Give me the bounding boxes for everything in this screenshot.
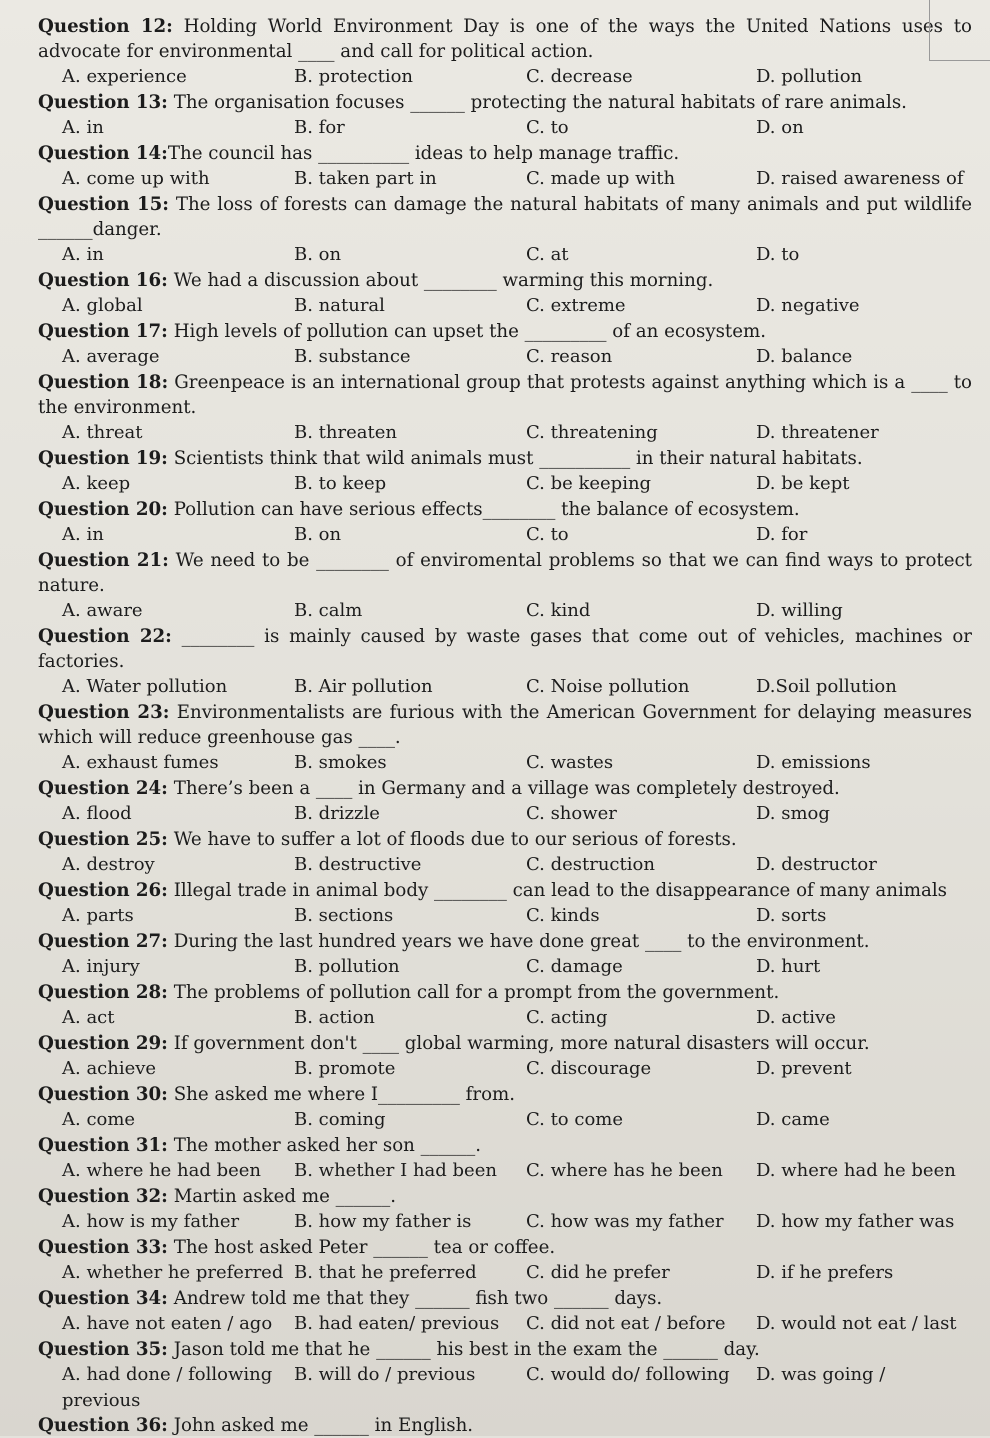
question-text: The host asked Peter ______ tea or coffee.: [167, 1237, 556, 1258]
answer-option-d: D. emissions: [756, 752, 871, 773]
question-block: [38, 370, 972, 446]
question-list: [38, 14, 972, 1438]
answer-option-a: A. in: [62, 244, 104, 265]
answer-option-a: A. in: [62, 117, 104, 138]
answer-option-a: A. aware: [62, 600, 143, 621]
answer-option-d: D. raised awareness of: [756, 168, 964, 189]
question-label: Question 19:: [38, 448, 168, 469]
answer-option-d: D. on: [756, 117, 804, 138]
answer-options: [38, 1260, 972, 1286]
answer-option-c: C. threatening: [526, 422, 658, 443]
answer-option-b: B. natural: [294, 295, 385, 316]
answer-option-a: A. keep: [62, 473, 131, 494]
answer-option-c: C. to come: [526, 1109, 624, 1130]
answer-option-a: A. experience: [62, 66, 187, 87]
question-stem: [38, 1133, 972, 1158]
question-stem: [38, 192, 972, 242]
answer-option-c: C. did not eat / before: [526, 1313, 726, 1334]
question-stem: [38, 1235, 972, 1260]
question-stem: [38, 446, 972, 471]
answer-option-b: B. had eaten/ previous: [294, 1313, 500, 1334]
answer-option-b: B. taken part in: [294, 168, 437, 189]
answer-option-b: B. smokes: [294, 752, 387, 773]
answer-option-c: C. at: [526, 244, 569, 265]
question-text: The organisation focuses ______ protecting the natural habitats of rare animals.: [167, 92, 907, 113]
answer-option-b: B. protection: [294, 66, 414, 87]
answer-options: [38, 522, 972, 548]
question-text: The council has __________ ideas to help manage traffic.: [167, 143, 680, 164]
question-text: If government don't ____ global warming, more natural disasters will occur.: [167, 1033, 870, 1054]
question-stem: [38, 776, 972, 801]
question-block: [38, 1235, 972, 1286]
answer-option-b: B. will do / previous: [294, 1364, 476, 1385]
question-label: Question 15:: [38, 194, 169, 215]
answer-options: [38, 1158, 972, 1184]
question-stem: [38, 827, 972, 852]
question-block: [38, 1082, 972, 1133]
question-text: High levels of pollution can upset the _________ of an ecosystem.: [167, 321, 767, 342]
question-block: [38, 1286, 972, 1337]
answer-option-d: D. pollution: [756, 66, 863, 87]
answer-option-d: D. active: [756, 1007, 836, 1028]
question-stem: [38, 14, 972, 64]
answer-options: [38, 750, 972, 776]
question-text: Holding World Environment Day is one of the ways the United Nations uses to advocate for environmental ____ and call for political action.: [38, 16, 972, 62]
question-block: [38, 929, 972, 980]
question-block: [38, 1184, 972, 1235]
answer-option-d: D. came: [756, 1109, 830, 1130]
question-stem: [38, 878, 972, 903]
question-block: [38, 90, 972, 141]
answer-options: [38, 242, 972, 268]
answer-option-a: A. injury: [62, 956, 140, 977]
answer-option-b: B. that he preferred: [294, 1262, 477, 1283]
answer-option-d: D. if he prefers: [756, 1262, 894, 1283]
question-text: We need to be ________ of enviromental problems so that we can find ways to protect nature.: [38, 550, 972, 596]
question-label: Question 22:: [38, 626, 172, 647]
answer-options: [38, 1005, 972, 1031]
answer-options: [38, 1209, 972, 1235]
answer-options: [38, 166, 972, 192]
question-label: Question 23:: [38, 702, 170, 723]
question-stem: [38, 1031, 972, 1056]
question-text: The loss of forests can damage the natural habitats of many animals and put wildlife ______danger.: [38, 194, 972, 240]
question-text: Jason told me that he ______ his best in the exam the ______ day.: [167, 1339, 760, 1360]
question-label: Question 31:: [38, 1135, 168, 1156]
question-label: Question 29:: [38, 1033, 168, 1054]
question-stem: [38, 929, 972, 954]
question-stem: [38, 980, 972, 1005]
answer-option-c: C. reason: [526, 346, 613, 367]
question-label: Question 36:: [38, 1415, 168, 1436]
question-label: Question 12:: [38, 16, 173, 37]
question-block: [38, 1337, 972, 1413]
question-text: We have to suffer a lot of floods due to our serious of forests.: [167, 829, 737, 850]
question-label: Question 21:: [38, 550, 169, 571]
answer-options: [38, 115, 972, 141]
answer-option-c: C. wastes: [526, 752, 614, 773]
question-block: [38, 1413, 972, 1438]
answer-option-b: B. to keep: [294, 473, 387, 494]
answer-option-b: B. sections: [294, 905, 394, 926]
question-text: Scientists think that wild animals must __________ in their natural habitats.: [167, 448, 863, 469]
answer-option-b: B. threaten: [294, 422, 397, 443]
answer-option-c: C. acting: [526, 1007, 608, 1028]
answer-option-c: C. to: [526, 117, 569, 138]
question-label: Question 18:: [38, 372, 169, 393]
question-stem: [38, 1337, 972, 1362]
question-block: [38, 776, 972, 827]
answer-option-a: A. threat: [62, 422, 143, 443]
question-stem: [38, 319, 972, 344]
answer-option-c: C. be keeping: [526, 473, 652, 494]
question-stem: [38, 1082, 972, 1107]
question-text: ________ is mainly caused by waste gases that come out of vehicles, machines or factories.: [38, 626, 972, 672]
answer-option-d: D. threatener: [756, 422, 879, 443]
answer-option-b: B. pollution: [294, 956, 400, 977]
answer-option-b: B. destructive: [294, 854, 422, 875]
question-stem: [38, 624, 972, 674]
question-stem: [38, 1413, 972, 1438]
answer-option-a: A. whether he preferred: [62, 1262, 284, 1283]
answer-option-d: D. destructor: [756, 854, 877, 875]
answer-option-a: A. Water pollution: [62, 676, 228, 697]
question-block: [38, 319, 972, 370]
question-text: During the last hundred years we have done great ____ to the environment.: [167, 931, 870, 952]
answer-option-c: C. extreme: [526, 295, 626, 316]
question-block: [38, 878, 972, 929]
answer-option-c: C. how was my father: [526, 1211, 724, 1232]
answer-option-a: A. exhaust fumes: [62, 752, 219, 773]
answer-option-c: C. kind: [526, 600, 591, 621]
question-label: Question 13:: [38, 92, 168, 113]
answer-option-c: C. to: [526, 524, 569, 545]
option-continuation: previous: [62, 1390, 141, 1411]
question-block: [38, 192, 972, 268]
answer-option-a: A. have not eaten / ago: [62, 1313, 273, 1334]
answer-option-d: D. be kept: [756, 473, 850, 494]
answer-option-b: B. whether I had been: [294, 1160, 497, 1181]
answer-option-c: C. destruction: [526, 854, 655, 875]
question-label: Question 30:: [38, 1084, 168, 1105]
question-text: The problems of pollution call for a prompt from the government.: [167, 982, 780, 1003]
question-block: [38, 548, 972, 624]
answer-option-c: C. kinds: [526, 905, 600, 926]
question-block: [38, 700, 972, 776]
answer-option-a: A. average: [62, 346, 160, 367]
answer-option-d: D.Soil pollution: [756, 676, 897, 697]
answer-option-d: D. negative: [756, 295, 860, 316]
question-label: Question 26:: [38, 880, 168, 901]
question-stem: [38, 700, 972, 750]
answer-options: [38, 903, 972, 929]
question-text: She asked me where I_________ from.: [167, 1084, 516, 1105]
question-block: [38, 624, 972, 700]
answer-option-a: A. where he had been: [62, 1160, 262, 1181]
answer-option-c: C. did he prefer: [526, 1262, 670, 1283]
question-text: The mother asked her son ______.: [167, 1135, 481, 1156]
answer-option-b: B. substance: [294, 346, 411, 367]
answer-options: [38, 1107, 972, 1133]
answer-options: [38, 852, 972, 878]
question-text: Martin asked me ______.: [167, 1186, 396, 1207]
answer-option-c: C. decrease: [526, 66, 633, 87]
question-label: Question 20:: [38, 499, 168, 520]
answer-option-c: C. would do/ following: [526, 1364, 730, 1385]
answer-options: [38, 64, 972, 90]
answer-option-d: D. prevent: [756, 1058, 852, 1079]
answer-options: [38, 1362, 972, 1388]
answer-option-b: B. Air pollution: [294, 676, 433, 697]
answer-option-a: A. in: [62, 524, 104, 545]
answer-option-a: A. had done / following: [62, 1364, 273, 1385]
answer-option-b: B. on: [294, 244, 342, 265]
answer-option-b: B. how my father is: [294, 1211, 472, 1232]
answer-option-b: B. action: [294, 1007, 375, 1028]
question-block: [38, 497, 972, 548]
answer-option-d: D. would not eat / last: [756, 1313, 957, 1334]
question-text: We had a discussion about ________ warming this morning.: [167, 270, 714, 291]
question-label: Question 24:: [38, 778, 168, 799]
page-corner-mark: [929, 0, 990, 61]
question-block: [38, 268, 972, 319]
answer-option-c: C. Noise pollution: [526, 676, 690, 697]
answer-option-c: C. shower: [526, 803, 617, 824]
answer-option-a: A. come: [62, 1109, 136, 1130]
question-text: Illegal trade in animal body ________ can lead to the disappearance of many animals: [167, 880, 948, 901]
question-text: Greenpeace is an international group that protests against anything which is a ____ to the environment.: [38, 372, 972, 418]
answer-options: [38, 1056, 972, 1082]
answer-options: [38, 420, 972, 446]
question-block: [38, 1031, 972, 1082]
question-stem: [38, 1286, 972, 1311]
question-block: [38, 446, 972, 497]
question-text: Andrew told me that they ______ fish two ______ days.: [167, 1288, 663, 1309]
question-label: Question 27:: [38, 931, 168, 952]
answer-option-c: C. where has he been: [526, 1160, 723, 1181]
answer-option-a: A. how is my father: [62, 1211, 240, 1232]
answer-option-c: C. made up with: [526, 168, 676, 189]
answer-options: [38, 801, 972, 827]
question-block: [38, 1133, 972, 1184]
answer-option-b: B. for: [294, 117, 345, 138]
answer-option-d: D. smog: [756, 803, 830, 824]
question-label: Question 28:: [38, 982, 168, 1003]
question-text: John asked me ______ in English.: [167, 1415, 474, 1436]
answer-option-a: A. global: [62, 295, 143, 316]
answer-option-d: D. balance: [756, 346, 853, 367]
answer-option-a: A. flood: [62, 803, 132, 824]
question-label: Question 25:: [38, 829, 168, 850]
question-label: Question 35:: [38, 1339, 168, 1360]
question-label: Question 17:: [38, 321, 168, 342]
answer-option-d: D. for: [756, 524, 808, 545]
answer-option-a: A. achieve: [62, 1058, 157, 1079]
answer-option-a: A. act: [62, 1007, 115, 1028]
question-stem: [38, 497, 972, 522]
answer-options: [38, 954, 972, 980]
answer-options: [38, 344, 972, 370]
answer-option-b: B. promote: [294, 1058, 396, 1079]
answer-options: [38, 293, 972, 319]
answer-option-c: C. discourage: [526, 1058, 652, 1079]
answer-option-b: B. coming: [294, 1109, 386, 1130]
question-text: There’s been a ____ in Germany and a village was completely destroyed.: [167, 778, 840, 799]
answer-option-a: A. parts: [62, 905, 134, 926]
answer-option-d: D. how my father was: [756, 1211, 955, 1232]
question-stem: [38, 268, 972, 293]
question-block: [38, 827, 972, 878]
answer-option-c: C. damage: [526, 956, 623, 977]
answer-option-d: D. hurt: [756, 956, 821, 977]
answer-option-d: D. sorts: [756, 905, 827, 926]
answer-options: [38, 1311, 972, 1337]
question-label: Question 33:: [38, 1237, 168, 1258]
answer-options: [38, 598, 972, 624]
answer-options: [38, 471, 972, 497]
question-stem: [38, 1184, 972, 1209]
question-label: Question 16:: [38, 270, 168, 291]
answer-option-d: D. willing: [756, 600, 843, 621]
question-stem: [38, 141, 972, 166]
answer-options: [38, 674, 972, 700]
question-block: [38, 141, 972, 192]
answer-option-d: D. where had he been: [756, 1160, 956, 1181]
question-text: Pollution can have serious effects________ the balance of ecosystem.: [167, 499, 800, 520]
question-block: [38, 980, 972, 1031]
answer-option-a: A. destroy: [62, 854, 155, 875]
answer-option-a: A. come up with: [62, 168, 210, 189]
question-stem: [38, 370, 972, 420]
question-label: Question 34:: [38, 1288, 168, 1309]
question-label: Question 14:: [38, 143, 168, 164]
answer-option-d: D. was going /: [756, 1364, 886, 1385]
answer-option-d: D. to: [756, 244, 800, 265]
question-stem: [38, 548, 972, 598]
question-label: Question 32:: [38, 1186, 168, 1207]
question-stem: [38, 90, 972, 115]
answer-option-b: B. on: [294, 524, 342, 545]
answer-option-b: B. drizzle: [294, 803, 380, 824]
question-text: Environmentalists are furious with the American Government for delaying measures which will reduce greenhouse gas ____.: [38, 702, 972, 748]
question-block: [38, 14, 972, 90]
answer-option-b: B. calm: [294, 600, 363, 621]
